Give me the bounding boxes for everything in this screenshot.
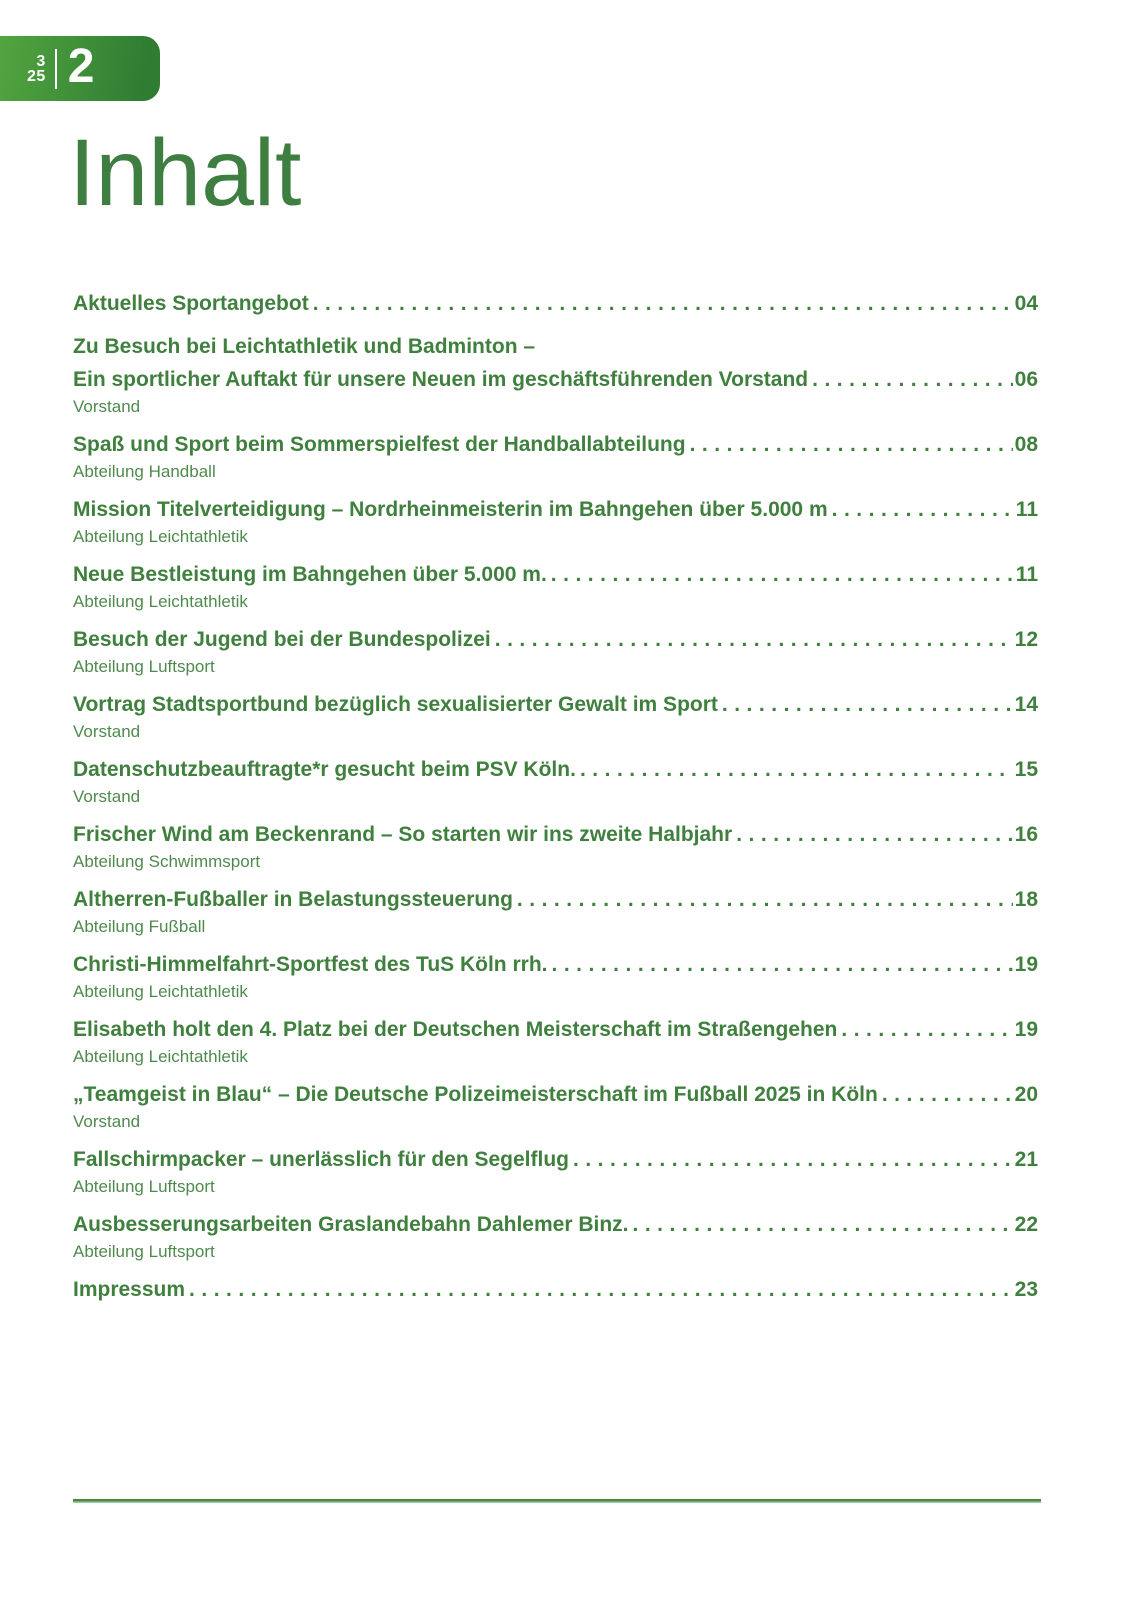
toc-entry-subtitle: Abteilung Handball: [73, 462, 216, 481]
toc-entry[interactable]: [73, 558, 1038, 613]
dot-leader: [882, 1078, 1013, 1111]
toc-entry[interactable]: [73, 287, 1038, 320]
toc-entry-page: 14: [1014, 693, 1038, 716]
dot-leader: [580, 753, 1013, 786]
toc-entry-title: Besuch der Jugend bei der Bundespolizei: [73, 628, 491, 651]
toc-entry-title: Mission Titelverteidigung – Nordrheinmeisterin im Bahngehen über 5.000 m: [73, 498, 828, 521]
toc-entry-subtitle: Abteilung Schwimmsport: [73, 852, 261, 871]
toc-entry-page: 20: [1014, 1083, 1038, 1106]
toc-entry-subtitle: Vorstand: [73, 787, 141, 806]
toc-entry-page: 08: [1014, 433, 1038, 456]
toc-entry-title: Frischer Wind am Beckenrand – So starten wir ins zweite Halbjahr: [73, 823, 733, 846]
dot-leader: [551, 948, 1012, 981]
toc-entry[interactable]: [73, 948, 1038, 1003]
dot-leader: [722, 688, 1013, 721]
toc-entry-title: Elisabeth holt den 4. Platz bei der Deutschen Meisterschaft im Straßengehen: [73, 1018, 838, 1041]
toc-entry[interactable]: [73, 1208, 1038, 1263]
issue-number: [27, 54, 46, 84]
toc-entry[interactable]: [73, 688, 1038, 743]
toc-entry-page: 11: [1015, 498, 1038, 521]
toc-entry-subtitle: Abteilung Leichtathletik: [73, 982, 248, 1001]
toc-entry-page: 06: [1014, 368, 1038, 391]
toc-entry-page: 21: [1014, 1148, 1038, 1171]
toc-entry-title: Aktuelles Sportangebot: [73, 292, 309, 315]
toc-entry-subtitle: Abteilung Luftsport: [73, 1177, 215, 1196]
toc-entry-title-line1: Zu Besuch bei Leichtathletik und Badminton –: [73, 335, 536, 358]
toc-entry-page: 23: [1014, 1278, 1038, 1301]
toc-entry-subtitle: Abteilung Fußball: [73, 917, 206, 936]
toc-entry[interactable]: [73, 428, 1038, 483]
toc-entry-page: 12: [1014, 628, 1038, 651]
toc-entry-subtitle: Abteilung Luftsport: [73, 657, 215, 676]
toc-entry-page: 22: [1014, 1213, 1038, 1236]
toc-entry-title: Christi-Himmelfahrt-Sportfest des TuS Köln rrh.: [73, 953, 548, 976]
toc-entry-page: 16: [1014, 823, 1038, 846]
toc-entry[interactable]: [73, 1013, 1038, 1068]
toc-entry[interactable]: [73, 818, 1038, 873]
badge-page-number: 2: [67, 40, 95, 93]
toc-entry-subtitle: Abteilung Leichtathletik: [73, 592, 248, 611]
toc-entry-title: Fallschirmpacker – unerlässlich für den Segelflug: [73, 1148, 570, 1171]
toc-entry[interactable]: [73, 1078, 1038, 1133]
toc-entry-page: 11: [1015, 563, 1038, 586]
badge-divider: [55, 49, 57, 89]
toc-entry-title: Ausbesserungsarbeiten Graslandebahn Dahlemer Binz.: [73, 1213, 629, 1236]
dot-leader: [495, 623, 1013, 656]
toc-entry-title: Ein sportlicher Auftakt für unsere Neuen im geschäftsführenden Vorstand: [73, 368, 809, 391]
toc-entry[interactable]: [73, 623, 1038, 678]
dot-leader: [313, 287, 1013, 320]
dot-leader: [832, 493, 1014, 526]
toc-entry-subtitle: Vorstand: [73, 397, 141, 416]
toc-entry-subtitle: Vorstand: [73, 1112, 141, 1131]
toc-entry-page: 19: [1014, 1018, 1038, 1041]
page-title: Inhalt: [69, 120, 302, 226]
toc-entry-title: „Teamgeist in Blau“ – Die Deutsche Polizeimeisterschaft im Fußball 2025 in Köln: [73, 1083, 878, 1106]
dot-leader: [736, 818, 1012, 851]
toc-entry-page: 15: [1014, 758, 1038, 781]
toc-entry-title: Neue Bestleistung im Bahngehen über 5.000 m.: [73, 563, 547, 586]
toc-entry-title: Datenschutzbeauftragte*r gesucht beim PSV Köln.: [73, 758, 576, 781]
dot-leader: [812, 363, 1013, 396]
toc-entry[interactable]: [73, 883, 1038, 938]
toc-entry-page: 19: [1014, 953, 1038, 976]
toc-entry-subtitle: Abteilung Leichtathletik: [73, 527, 248, 546]
toc-entry-page: 04: [1014, 292, 1038, 315]
dot-leader: [573, 1143, 1013, 1176]
toc-entry-subtitle: Vorstand: [73, 722, 141, 741]
toc-entry-title: Spaß und Sport beim Sommerspielfest der Handballabteilung: [73, 433, 686, 456]
dot-leader: [690, 428, 1013, 461]
toc-list: [73, 287, 1038, 1316]
dot-leader: [189, 1273, 1013, 1306]
dot-leader: [841, 1013, 1012, 1046]
toc-entry-title: Altherren-Fußballer in Belastungssteuerung: [73, 888, 513, 911]
toc-entry-subtitle: Abteilung Leichtathletik: [73, 1047, 248, 1066]
toc-entry-page: 18: [1014, 888, 1038, 911]
toc-entry[interactable]: [73, 330, 1038, 418]
toc-entry[interactable]: [73, 1273, 1038, 1306]
dot-leader: [551, 558, 1014, 591]
toc-entry[interactable]: [73, 753, 1038, 808]
toc-entry[interactable]: [73, 1143, 1038, 1198]
issue-number-bottom: 25: [27, 67, 46, 85]
toc-entry-title: Impressum: [73, 1278, 186, 1301]
issue-badge: [0, 36, 160, 101]
footer-rule: [73, 1499, 1041, 1503]
dot-leader: [633, 1208, 1013, 1241]
toc-entry[interactable]: [73, 493, 1038, 548]
toc-entry-title: Vortrag Stadtsportbund bezüglich sexualisierter Gewalt im Sport: [73, 693, 718, 716]
issue-number-top: 3: [36, 52, 46, 70]
dot-leader: [517, 883, 1013, 916]
toc-entry-subtitle: Abteilung Luftsport: [73, 1242, 215, 1261]
